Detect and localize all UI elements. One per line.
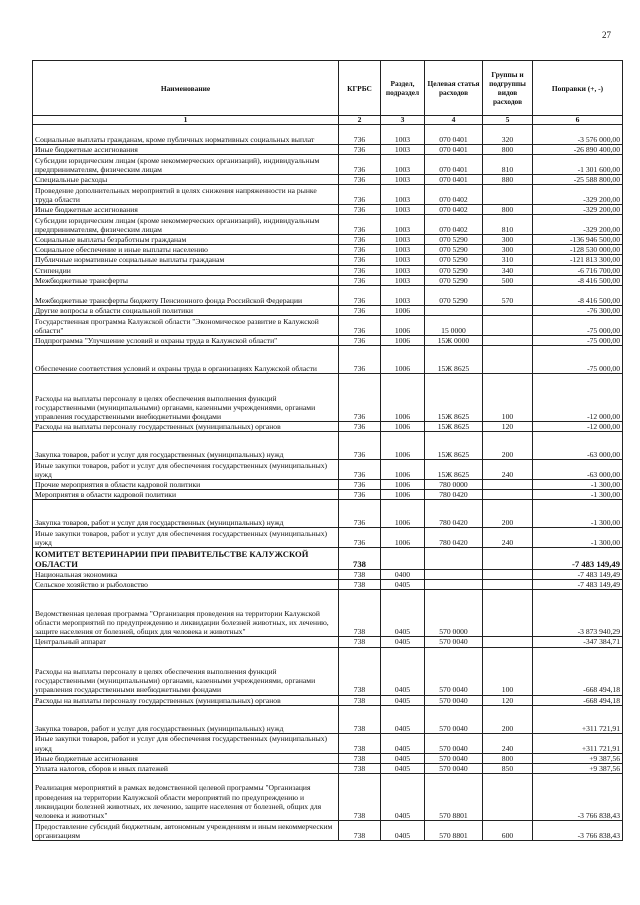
row-group: 300 — [483, 235, 533, 245]
column-number: 5 — [483, 116, 533, 125]
row-amount: -128 530 000,00 — [533, 245, 623, 255]
row-target: 070 0402 — [425, 215, 483, 235]
row-amount: +9 387,56 — [533, 763, 623, 773]
row-section: 0405 — [381, 763, 425, 773]
row-amount: -7 483 149,49 — [533, 548, 623, 570]
row-section: 1003 — [381, 275, 425, 285]
header-amendments: Поправки (+, -) — [533, 61, 623, 116]
row-section: 1006 — [381, 460, 425, 480]
row-kgrbs: 738 — [339, 548, 381, 570]
row-section — [381, 548, 425, 570]
row-section: 1003 — [381, 285, 425, 305]
row-amount: -3 766 838,43 — [533, 820, 623, 840]
row-group — [483, 773, 533, 820]
table-row — [33, 773, 623, 820]
column-number: 1 — [33, 116, 339, 125]
row-target: 15Ж 8625 — [425, 432, 483, 460]
row-amount: -75 000,00 — [533, 335, 623, 345]
row-name: Другие вопросы в области социальной политики — [33, 305, 339, 315]
row-kgrbs: 738 — [339, 705, 381, 733]
table-row — [33, 265, 623, 275]
row-name: Публичные нормативные социальные выплаты гражданам — [33, 255, 339, 265]
row-kgrbs: 736 — [339, 145, 381, 155]
row-kgrbs: 738 — [339, 647, 381, 695]
row-amount: -1 300,00 — [533, 490, 623, 500]
row-target — [425, 580, 483, 590]
row-kgrbs: 736 — [339, 490, 381, 500]
row-kgrbs: 736 — [339, 255, 381, 265]
table-row — [33, 432, 623, 460]
row-target: 15Ж 8625 — [425, 345, 483, 373]
row-target: 570 0040 — [425, 753, 483, 763]
row-group — [483, 570, 533, 580]
row-name: Расходы на выплаты персоналу в целях обеспечения выполнения функций государственными (муниципальными) органами, казенными учреждениями, органами управления государственными внебюджетными фондами — [33, 373, 339, 421]
row-name: Иные бюджетные ассигнования — [33, 205, 339, 215]
row-amount: -25 588 800,00 — [533, 175, 623, 185]
row-section: 0405 — [381, 580, 425, 590]
row-kgrbs: 738 — [339, 580, 381, 590]
row-section: 1003 — [381, 205, 425, 215]
row-kgrbs: 736 — [339, 335, 381, 345]
table-row — [33, 215, 623, 235]
row-group: 300 — [483, 245, 533, 255]
row-kgrbs: 738 — [339, 695, 381, 705]
row-amount: -63 000,00 — [533, 432, 623, 460]
table-row — [33, 285, 623, 305]
row-amount: -121 813 300,00 — [533, 255, 623, 265]
table-row — [33, 580, 623, 590]
row-section: 1006 — [381, 305, 425, 315]
row-group — [483, 480, 533, 490]
row-target: 070 0401 — [425, 155, 483, 175]
row-name: Предоставление субсидий бюджетным, автономным учреждениям и иным некоммерческим организациям — [33, 820, 339, 840]
row-section: 1003 — [381, 145, 425, 155]
row-group — [483, 305, 533, 315]
header-section: Раздел, подраздел — [381, 61, 425, 116]
row-name: Прочие мероприятия в области кадровой политики — [33, 480, 339, 490]
row-amount: -329 200,00 — [533, 205, 623, 215]
table-row — [33, 500, 623, 528]
table-row — [33, 335, 623, 345]
row-section: 0405 — [381, 647, 425, 695]
row-target: 070 5290 — [425, 265, 483, 275]
row-amount: -1 300,00 — [533, 500, 623, 528]
row-amount: -7 483 149,49 — [533, 570, 623, 580]
row-name: Социальные выплаты безработным гражданам — [33, 235, 339, 245]
row-name: Ведомственная целевая программа "Организация проведения на территории Калужской области мероприятий по предупреждению и ликвидации болезней животных, их лечению, защите населения от болезней, общих для человека и животных" — [33, 590, 339, 637]
row-amount: -12 000,00 — [533, 373, 623, 421]
table-row — [33, 460, 623, 480]
row-kgrbs: 736 — [339, 155, 381, 175]
row-name: Сельское хозяйство и рыболовство — [33, 580, 339, 590]
row-amount: -75 000,00 — [533, 345, 623, 373]
table-row — [33, 570, 623, 580]
row-name: Центральный аппарат — [33, 637, 339, 647]
row-name: Национальная экономика — [33, 570, 339, 580]
page-number: 27 — [602, 30, 611, 40]
row-kgrbs: 736 — [339, 245, 381, 255]
row-amount: -6 716 700,00 — [533, 265, 623, 275]
table-row — [33, 245, 623, 255]
row-group: 800 — [483, 753, 533, 763]
row-kgrbs: 736 — [339, 215, 381, 235]
row-amount: -8 416 500,00 — [533, 275, 623, 285]
table-body — [33, 125, 623, 841]
row-name: Проведение дополнительных мероприятий в целях снижения напряженности на рынке труда области — [33, 185, 339, 205]
table-row — [33, 733, 623, 753]
table-row — [33, 753, 623, 763]
row-section: 1006 — [381, 373, 425, 421]
row-target: 070 5290 — [425, 255, 483, 265]
row-kgrbs: 738 — [339, 733, 381, 753]
row-section: 1003 — [381, 215, 425, 235]
row-name: Межбюджетные трансферты бюджету Пенсионного фонда Российской Федерации — [33, 285, 339, 305]
row-target: 070 5290 — [425, 235, 483, 245]
row-amount: +9 387,56 — [533, 753, 623, 763]
column-number: 2 — [339, 116, 381, 125]
row-group: 120 — [483, 421, 533, 431]
table-row — [33, 185, 623, 205]
row-target: 070 0402 — [425, 205, 483, 215]
row-kgrbs: 736 — [339, 185, 381, 205]
header-kgrbs: КГРБС — [339, 61, 381, 116]
row-group: 800 — [483, 145, 533, 155]
header-row — [33, 61, 623, 116]
header-name: Наименование — [33, 61, 339, 116]
row-kgrbs: 738 — [339, 637, 381, 647]
table-row — [33, 647, 623, 695]
row-name: Иные закупки товаров, работ и услуг для обеспечения государственных (муниципальных) нужд — [33, 528, 339, 548]
table-row — [33, 255, 623, 265]
row-kgrbs: 736 — [339, 432, 381, 460]
row-target: 070 5290 — [425, 245, 483, 255]
table-row — [33, 235, 623, 245]
row-kgrbs: 736 — [339, 480, 381, 490]
row-amount: -347 384,71 — [533, 637, 623, 647]
row-section: 1006 — [381, 528, 425, 548]
row-group: 100 — [483, 647, 533, 695]
row-target: 570 8801 — [425, 773, 483, 820]
table-row — [33, 125, 623, 145]
table-row — [33, 275, 623, 285]
row-name: Социальные выплаты гражданам, кроме публичных нормативных социальных выплат — [33, 125, 339, 145]
table-row — [33, 345, 623, 373]
table-row — [33, 637, 623, 647]
row-amount: -3 873 940,29 — [533, 590, 623, 637]
row-group: 200 — [483, 500, 533, 528]
row-target: 780 0420 — [425, 490, 483, 500]
row-target: 15Ж 8625 — [425, 421, 483, 431]
row-target: 070 5290 — [425, 275, 483, 285]
row-kgrbs: 736 — [339, 285, 381, 305]
row-group: 850 — [483, 763, 533, 773]
row-target: 570 8801 — [425, 820, 483, 840]
row-target: 570 0040 — [425, 763, 483, 773]
row-target: 570 0040 — [425, 705, 483, 733]
row-section: 1003 — [381, 125, 425, 145]
row-target: 070 0401 — [425, 145, 483, 155]
row-kgrbs: 736 — [339, 500, 381, 528]
row-section: 0405 — [381, 753, 425, 763]
row-section: 0400 — [381, 570, 425, 580]
row-target: 570 0040 — [425, 733, 483, 753]
row-section: 1003 — [381, 255, 425, 265]
row-group: 570 — [483, 285, 533, 305]
table-row — [33, 480, 623, 490]
row-name: Стипендии — [33, 265, 339, 275]
row-kgrbs: 736 — [339, 528, 381, 548]
row-target: 070 0402 — [425, 185, 483, 205]
row-amount: -3 766 838,43 — [533, 773, 623, 820]
row-kgrbs: 736 — [339, 265, 381, 275]
row-section: 0405 — [381, 733, 425, 753]
row-amount: -12 000,00 — [533, 421, 623, 431]
row-kgrbs: 738 — [339, 820, 381, 840]
row-group: 340 — [483, 265, 533, 275]
row-kgrbs: 738 — [339, 570, 381, 580]
row-group — [483, 345, 533, 373]
row-group: 200 — [483, 705, 533, 733]
row-name: Закупка товаров, работ и услуг для государственных (муниципальных) нужд — [33, 432, 339, 460]
row-target: 15Ж 0000 — [425, 335, 483, 345]
row-target: 15Ж 8625 — [425, 373, 483, 421]
row-target: 15Ж 8625 — [425, 460, 483, 480]
row-target: 070 5290 — [425, 285, 483, 305]
row-group — [483, 548, 533, 570]
row-kgrbs: 738 — [339, 773, 381, 820]
row-name: Субсидии юридическим лицам (кроме некоммерческих организаций), индивидуальным предпринимателям, физическим лицам — [33, 215, 339, 235]
row-section: 0405 — [381, 590, 425, 637]
row-kgrbs: 736 — [339, 175, 381, 185]
row-name: Субсидии юридическим лицам (кроме некоммерческих организаций), индивидуальным предпринимателям, физическим лицам — [33, 155, 339, 175]
row-group: 810 — [483, 155, 533, 175]
table-row — [33, 373, 623, 421]
row-group: 240 — [483, 528, 533, 548]
row-name: Расходы на выплаты персоналу в целях обеспечения выполнения функций государственными (муниципальными) органами, казенными учреждениями, органами управления государственными внебюджетными фондами — [33, 647, 339, 695]
row-amount: -1 301 600,00 — [533, 155, 623, 175]
row-section: 1006 — [381, 421, 425, 431]
row-name: Государственная программа Калужской области "Экономическое развитие в Калужской области" — [33, 315, 339, 335]
header-target: Целевая статья расходов — [425, 61, 483, 116]
row-group — [483, 637, 533, 647]
row-group: 810 — [483, 215, 533, 235]
row-name: Подпрограмма "Улучшение условий и охраны труда в Калужской области" — [33, 335, 339, 345]
row-group — [483, 490, 533, 500]
row-target — [425, 570, 483, 580]
row-target: 570 0000 — [425, 590, 483, 637]
row-target: 570 0040 — [425, 695, 483, 705]
column-number: 3 — [381, 116, 425, 125]
table-row — [33, 315, 623, 335]
table-row — [33, 175, 623, 185]
row-group: 240 — [483, 460, 533, 480]
column-number-row — [33, 116, 623, 125]
row-group — [483, 335, 533, 345]
row-kgrbs: 736 — [339, 373, 381, 421]
row-group: 880 — [483, 175, 533, 185]
row-name: Закупка товаров, работ и услуг для государственных (муниципальных) нужд — [33, 705, 339, 733]
row-kgrbs: 736 — [339, 275, 381, 285]
row-amount: -3 576 000,00 — [533, 125, 623, 145]
row-group — [483, 580, 533, 590]
row-section: 0405 — [381, 695, 425, 705]
table-row — [33, 490, 623, 500]
row-section: 1006 — [381, 345, 425, 373]
row-section: 0405 — [381, 773, 425, 820]
row-section: 0405 — [381, 820, 425, 840]
row-kgrbs: 736 — [339, 125, 381, 145]
row-amount: -668 494,18 — [533, 647, 623, 695]
budget-amendments-table — [32, 60, 623, 841]
row-section: 1006 — [381, 500, 425, 528]
row-section: 0405 — [381, 637, 425, 647]
table-row — [33, 145, 623, 155]
row-target — [425, 548, 483, 570]
table-row — [33, 305, 623, 315]
row-kgrbs: 736 — [339, 315, 381, 335]
row-target: 570 0040 — [425, 647, 483, 695]
row-name: Иные закупки товаров, работ и услуг для обеспечения государственных (муниципальных) нужд — [33, 460, 339, 480]
row-section: 1006 — [381, 432, 425, 460]
row-amount: -668 494,18 — [533, 695, 623, 705]
row-name: Межбюджетные трансферты — [33, 275, 339, 285]
row-target: 070 0401 — [425, 125, 483, 145]
row-target: 070 0401 — [425, 175, 483, 185]
row-amount: -63 000,00 — [533, 460, 623, 480]
row-amount: +311 721,91 — [533, 705, 623, 733]
row-name: Иные бюджетные ассигнования — [33, 145, 339, 155]
row-group: 240 — [483, 733, 533, 753]
table-row — [33, 548, 623, 570]
table-row — [33, 590, 623, 637]
table-row — [33, 695, 623, 705]
row-amount: -329 200,00 — [533, 185, 623, 205]
row-target: 570 0040 — [425, 637, 483, 647]
row-amount: -8 416 500,00 — [533, 285, 623, 305]
row-group — [483, 590, 533, 637]
row-target: 15 0000 — [425, 315, 483, 335]
row-group: 120 — [483, 695, 533, 705]
row-section: 1006 — [381, 490, 425, 500]
row-name: Обеспечение соответствия условий и охраны труда в организациях Калужской области — [33, 345, 339, 373]
row-kgrbs: 736 — [339, 345, 381, 373]
row-name: Уплата налогов, сборов и иных платежей — [33, 763, 339, 773]
row-section: 1003 — [381, 235, 425, 245]
row-amount: -136 946 500,00 — [533, 235, 623, 245]
row-kgrbs: 738 — [339, 763, 381, 773]
row-amount: -75 000,00 — [533, 315, 623, 335]
table-row — [33, 205, 623, 215]
table-row — [33, 528, 623, 548]
row-name: Закупка товаров, работ и услуг для государственных (муниципальных) нужд — [33, 500, 339, 528]
row-kgrbs: 736 — [339, 205, 381, 215]
row-group: 200 — [483, 432, 533, 460]
row-section: 1006 — [381, 315, 425, 335]
row-amount: -329 200,00 — [533, 215, 623, 235]
row-group: 500 — [483, 275, 533, 285]
column-number: 4 — [425, 116, 483, 125]
table-row — [33, 155, 623, 175]
row-group: 320 — [483, 125, 533, 145]
row-name: Иные закупки товаров, работ и услуг для обеспечения государственных (муниципальных) нужд — [33, 733, 339, 753]
row-name: Расходы на выплаты персоналу государственных (муниципальных) органов — [33, 421, 339, 431]
row-section: 1003 — [381, 245, 425, 255]
row-amount: -1 300,00 — [533, 528, 623, 548]
row-target: 780 0000 — [425, 480, 483, 490]
row-name: Реализация мероприятий в рамках ведомственной целевой программы "Организация проведения на территории Калужской области мероприятий по предупреждению и ликвидации болезней животных, их лечению, защите населения от болезней, общих для человека и животных" — [33, 773, 339, 820]
row-name: КОМИТЕТ ВЕТЕРИНАРИИ ПРИ ПРАВИТЕЛЬСТВЕ КАЛУЖСКОЙ ОБЛАСТИ — [33, 548, 339, 570]
row-amount: -76 300,00 — [533, 305, 623, 315]
row-target — [425, 305, 483, 315]
row-name: Иные бюджетные ассигнования — [33, 753, 339, 763]
row-group: 600 — [483, 820, 533, 840]
row-group: 310 — [483, 255, 533, 265]
row-kgrbs: 736 — [339, 235, 381, 245]
row-group: 100 — [483, 373, 533, 421]
row-amount: -7 483 149,49 — [533, 580, 623, 590]
row-target: 780 0420 — [425, 528, 483, 548]
header-groups: Группы и подгруппы видов расходов — [483, 61, 533, 116]
row-group — [483, 185, 533, 205]
table-row — [33, 763, 623, 773]
row-group: 800 — [483, 205, 533, 215]
row-amount: -1 300,00 — [533, 480, 623, 490]
row-section: 1003 — [381, 185, 425, 205]
column-number: 6 — [533, 116, 623, 125]
row-kgrbs: 738 — [339, 753, 381, 763]
row-section: 0405 — [381, 705, 425, 733]
row-kgrbs: 736 — [339, 421, 381, 431]
row-amount: -26 890 400,00 — [533, 145, 623, 155]
table-row — [33, 421, 623, 431]
row-amount: +311 721,91 — [533, 733, 623, 753]
row-section: 1003 — [381, 175, 425, 185]
row-section: 1006 — [381, 335, 425, 345]
row-kgrbs: 738 — [339, 590, 381, 637]
row-target: 780 0420 — [425, 500, 483, 528]
row-section: 1003 — [381, 265, 425, 275]
row-group — [483, 315, 533, 335]
row-name: Социальное обеспечение и иные выплаты населению — [33, 245, 339, 255]
table-row — [33, 820, 623, 840]
row-kgrbs: 736 — [339, 460, 381, 480]
row-kgrbs: 736 — [339, 305, 381, 315]
table-row — [33, 705, 623, 733]
row-section: 1003 — [381, 155, 425, 175]
row-name: Расходы на выплаты персоналу государственных (муниципальных) органов — [33, 695, 339, 705]
row-name: Специальные расходы — [33, 175, 339, 185]
row-section: 1006 — [381, 480, 425, 490]
row-name: Мероприятия в области кадровой политики — [33, 490, 339, 500]
